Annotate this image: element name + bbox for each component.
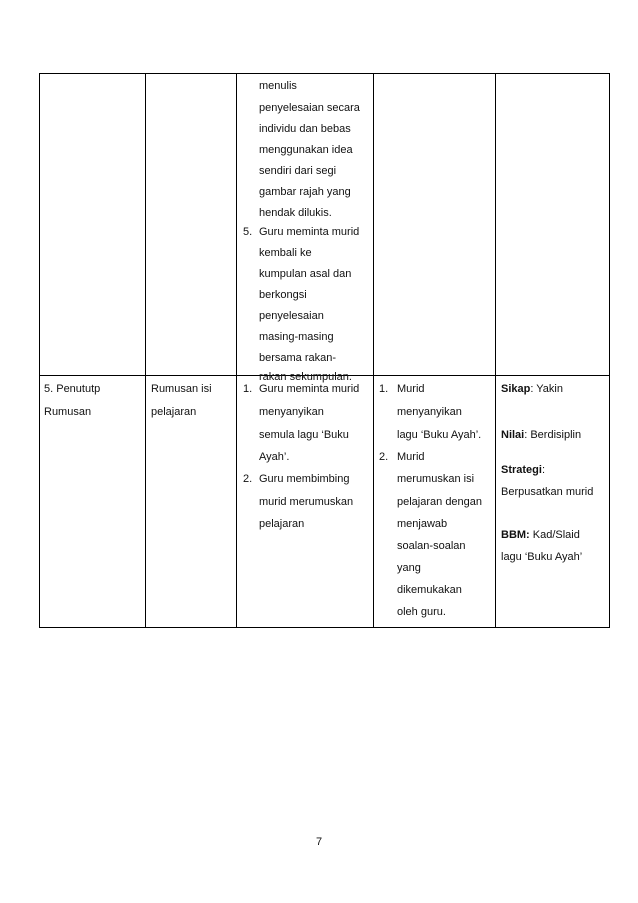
nilai-value: : Berdisiplin bbox=[524, 429, 582, 441]
table-cell-line: semula lagu ‘Buku bbox=[259, 429, 349, 441]
table-cell-line: menggunakan idea bbox=[259, 144, 353, 156]
col-divider bbox=[609, 73, 610, 628]
table-cell-line: Guru meminta murid bbox=[259, 383, 360, 395]
table-cell-line: berkongsi bbox=[259, 289, 307, 301]
table-cell-line: yang bbox=[397, 562, 421, 574]
table-cell-line: dikemukakan bbox=[397, 584, 462, 596]
table-cell-line: pelajaran bbox=[151, 406, 197, 418]
list-number: 2. bbox=[243, 473, 253, 485]
table-cell-line: lagu ‘Buku Ayah’. bbox=[397, 429, 482, 441]
table-cell-line: Murid bbox=[397, 383, 425, 395]
table-cell-line: oleh guru. bbox=[397, 606, 446, 618]
table-cell-line: menjawab bbox=[397, 518, 448, 530]
table-cell-line: menyanyikan bbox=[397, 406, 462, 418]
strategi-line bbox=[501, 463, 545, 477]
nilai-line bbox=[501, 428, 581, 442]
table-cell-line: Guru meminta murid bbox=[259, 226, 360, 238]
table-cell-line: pelajaran bbox=[259, 518, 305, 530]
bbm-line bbox=[501, 528, 580, 542]
table-cell-line: kembali ke bbox=[259, 247, 312, 259]
nilai-label: Nilai bbox=[501, 429, 525, 441]
table-cell-line: Ayah’. bbox=[259, 451, 290, 463]
sikap-value: : Yakin bbox=[530, 383, 563, 395]
col-divider bbox=[236, 73, 237, 628]
table-cell-line: penyelesaian secara bbox=[259, 102, 360, 114]
table-cell-line: menulis bbox=[259, 80, 297, 92]
strategi-colon: : bbox=[541, 464, 546, 476]
table-cell-line: hendak dilukis. bbox=[259, 207, 332, 219]
table-cell-line: menyanyikan bbox=[259, 406, 324, 418]
sikap-label: Sikap bbox=[501, 383, 531, 395]
table-border-top bbox=[39, 73, 610, 74]
table-cell-line: 5. Penututp bbox=[44, 383, 101, 395]
table-cell-line: bersama rakan- bbox=[259, 352, 337, 364]
table-cell-line: pelajaran dengan bbox=[397, 496, 483, 508]
bbm-value: Kad/Slaid bbox=[529, 529, 580, 541]
sikap-line bbox=[501, 382, 563, 396]
table-cell-line: Murid bbox=[397, 451, 425, 463]
table-cell-line: murid merumuskan bbox=[259, 496, 354, 508]
bbm-value-continued: lagu ‘Buku Ayah’ bbox=[501, 551, 583, 563]
list-number: 1. bbox=[379, 383, 389, 395]
page-number: 7 bbox=[315, 836, 323, 848]
lesson-plan-table bbox=[39, 73, 610, 628]
strategi-value: Berpusatkan murid bbox=[501, 486, 594, 498]
table-cell-line: masing-masing bbox=[259, 331, 334, 343]
table-cell-line: sendiri dari segi bbox=[259, 165, 337, 177]
table-cell-line: Rumusan bbox=[44, 406, 92, 418]
strategi-label: Strategi bbox=[501, 464, 542, 476]
col-divider bbox=[39, 73, 40, 628]
table-cell-line: individu dan bebas bbox=[259, 123, 351, 135]
col-divider bbox=[373, 73, 374, 628]
list-number: 5. bbox=[243, 226, 253, 238]
table-border-bottom bbox=[39, 627, 610, 628]
col-divider bbox=[145, 73, 146, 628]
table-cell-line: penyelesaian bbox=[259, 310, 324, 322]
table-cell-line: kumpulan asal dan bbox=[259, 268, 352, 280]
table-cell-line: rakan sekumpulan. bbox=[259, 371, 352, 383]
table-cell-line: merumuskan isi bbox=[397, 473, 475, 485]
table-cell-line: soalan-soalan bbox=[397, 540, 466, 552]
col-divider bbox=[495, 73, 496, 628]
table-cell-line: Rumusan isi bbox=[151, 383, 212, 395]
list-number: 2. bbox=[379, 451, 389, 463]
bbm-label: BBM: bbox=[501, 529, 530, 541]
list-number: 1. bbox=[243, 383, 253, 395]
table-cell-line: Guru membimbing bbox=[259, 473, 350, 485]
table-cell-line: gambar rajah yang bbox=[259, 186, 351, 198]
